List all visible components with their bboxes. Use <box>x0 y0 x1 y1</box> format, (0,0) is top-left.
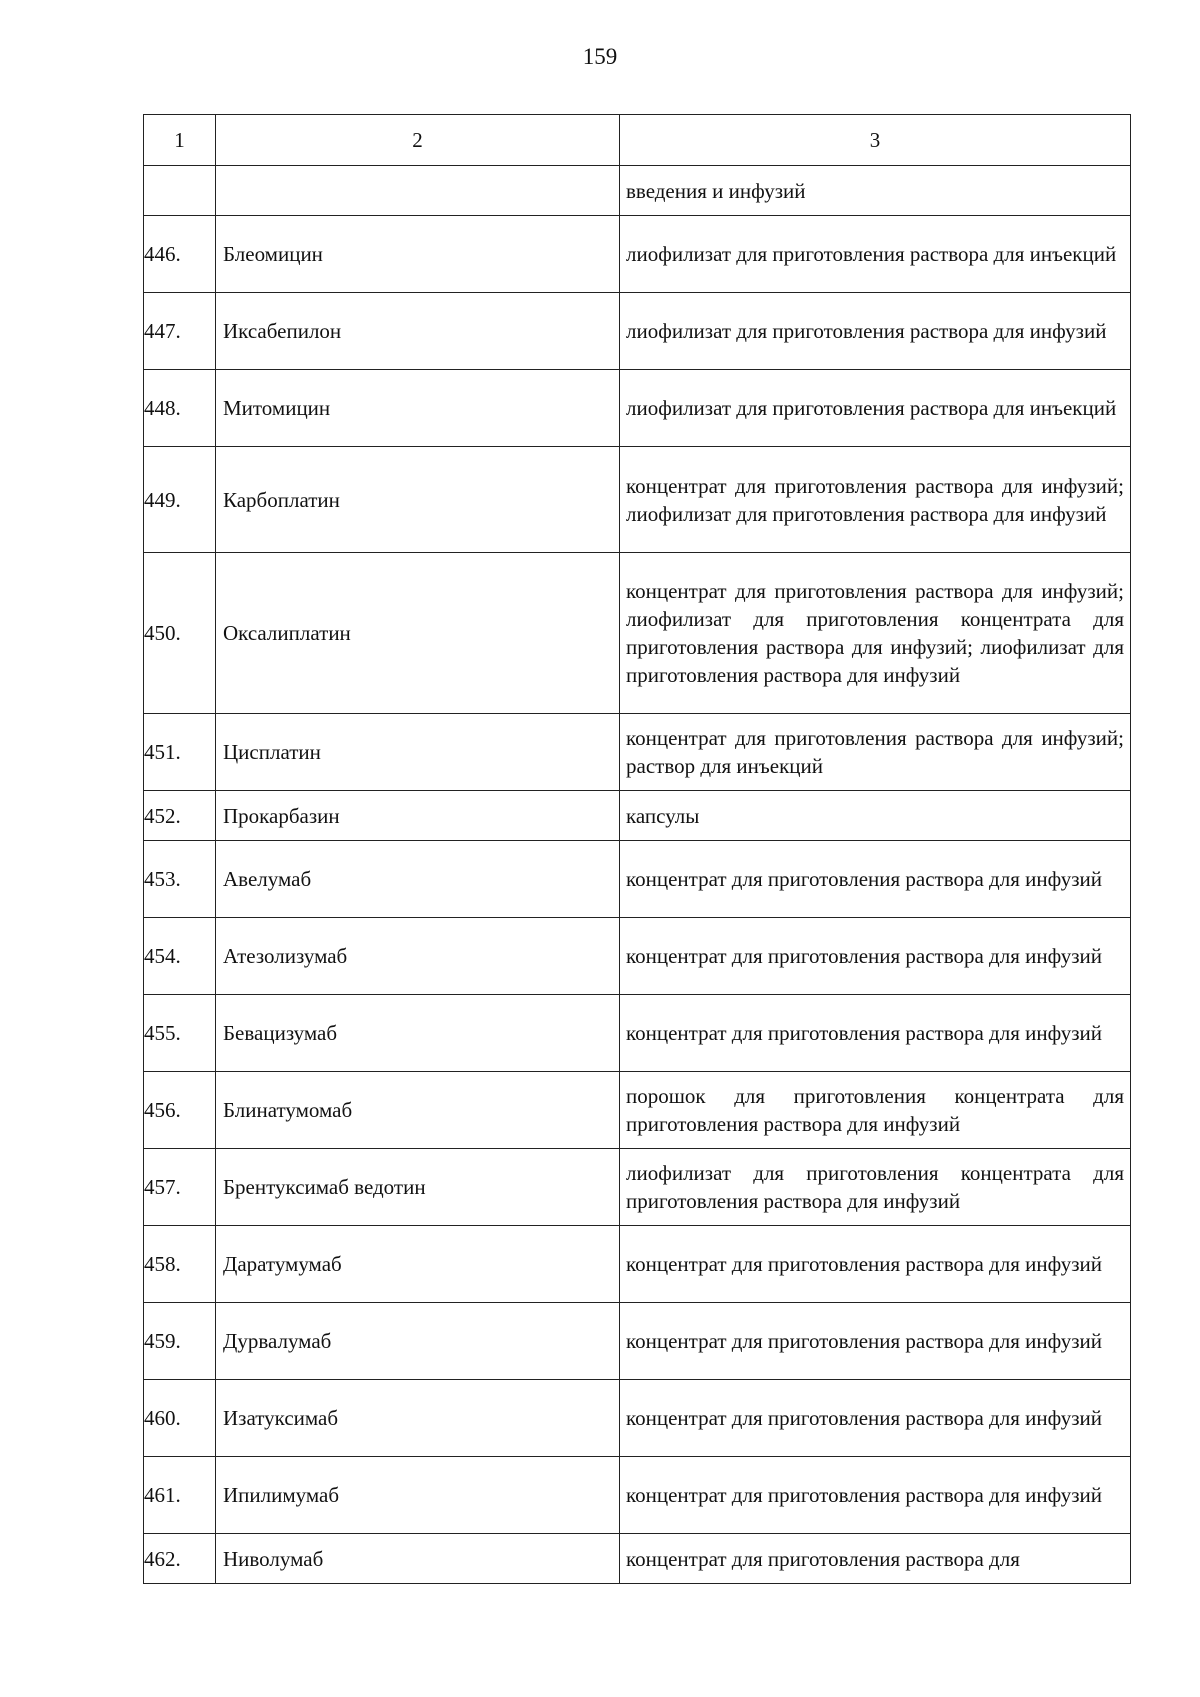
row-number: 449. <box>144 447 216 553</box>
row-number: 451. <box>144 714 216 791</box>
row-number: 462. <box>144 1534 216 1584</box>
table-row <box>144 1380 1131 1457</box>
row-name: Цисплатин <box>216 714 620 791</box>
page-number: 159 <box>582 44 618 69</box>
table-row <box>144 791 1131 841</box>
row-form: концентрат для приготовления раствора для инфузий <box>620 841 1131 918</box>
row-number: 455. <box>144 995 216 1072</box>
row-name: Брентуксимаб ведотин <box>216 1149 620 1226</box>
row-number: 460. <box>144 1380 216 1457</box>
row-name <box>216 166 620 216</box>
medication-table <box>143 114 1131 1584</box>
row-name: Ниволумаб <box>216 1534 620 1584</box>
row-form: концентрат для приготовления раствора для инфузий <box>620 918 1131 995</box>
row-number: 461. <box>144 1457 216 1534</box>
row-form: лиофилизат для приготовления раствора для инъекций <box>620 370 1131 447</box>
row-number: 453. <box>144 841 216 918</box>
row-form: капсулы <box>620 791 1131 841</box>
table-row <box>144 1072 1131 1149</box>
row-number: 459. <box>144 1303 216 1380</box>
table-row <box>144 293 1131 370</box>
table-row <box>144 841 1131 918</box>
table-row <box>144 918 1131 995</box>
row-number <box>144 166 216 216</box>
header-col-2: 2 <box>216 115 620 166</box>
table-row <box>144 1534 1131 1584</box>
header-col-1: 1 <box>144 115 216 166</box>
row-name: Бевацизумаб <box>216 995 620 1072</box>
table-row <box>144 370 1131 447</box>
row-number: 452. <box>144 791 216 841</box>
header-col-3: 3 <box>620 115 1131 166</box>
row-name: Иксабепилон <box>216 293 620 370</box>
row-number: 456. <box>144 1072 216 1149</box>
row-name: Блеомицин <box>216 216 620 293</box>
row-number: 447. <box>144 293 216 370</box>
row-number: 450. <box>144 553 216 714</box>
row-name: Карбоплатин <box>216 447 620 553</box>
row-form: порошок для приготовления концентрата для приготовления раствора для инфузий <box>620 1072 1131 1149</box>
row-form: концентрат для приготовления раствора для инфузий <box>620 1303 1131 1380</box>
table-row <box>144 447 1131 553</box>
row-number: 457. <box>144 1149 216 1226</box>
row-form: концентрат для приготовления раствора для инфузий <box>620 1380 1131 1457</box>
row-form: лиофилизат для приготовления раствора для инфузий <box>620 293 1131 370</box>
row-number: 458. <box>144 1226 216 1303</box>
row-form: концентрат для приготовления раствора для инфузий; раствор для инъекций <box>620 714 1131 791</box>
row-name: Даратумумаб <box>216 1226 620 1303</box>
table-row <box>144 1303 1131 1380</box>
row-name: Авелумаб <box>216 841 620 918</box>
table-row <box>144 553 1131 714</box>
row-form: введения и инфузий <box>620 166 1131 216</box>
table-row <box>144 1226 1131 1303</box>
table-header-row <box>144 115 1131 166</box>
row-name: Прокарбазин <box>216 791 620 841</box>
row-form: концентрат для приготовления раствора для инфузий; лиофилизат для приготовления раствора для инфузий <box>620 447 1131 553</box>
table-row <box>144 995 1131 1072</box>
row-form: лиофилизат для приготовления концентрата для приготовления раствора для инфузий <box>620 1149 1131 1226</box>
table-row <box>144 714 1131 791</box>
row-number: 448. <box>144 370 216 447</box>
row-name: Митомицин <box>216 370 620 447</box>
row-name: Ипилимумаб <box>216 1457 620 1534</box>
row-form: концентрат для приготовления раствора для инфузий; лиофилизат для приготовления концентрата для приготовления раствора для инфузий; лиофилизат для приготовления раствора для инфузий <box>620 553 1131 714</box>
row-number: 454. <box>144 918 216 995</box>
row-form: лиофилизат для приготовления раствора для инъекций <box>620 216 1131 293</box>
row-form: концентрат для приготовления раствора для инфузий <box>620 1226 1131 1303</box>
row-form: концентрат для приготовления раствора для <box>620 1534 1131 1584</box>
continuation-row <box>144 166 1131 216</box>
row-name: Блинатумомаб <box>216 1072 620 1149</box>
table-row <box>144 1457 1131 1534</box>
row-form: концентрат для приготовления раствора для инфузий <box>620 1457 1131 1534</box>
table-row <box>144 216 1131 293</box>
row-number: 446. <box>144 216 216 293</box>
table-row <box>144 1149 1131 1226</box>
row-name: Дурвалумаб <box>216 1303 620 1380</box>
row-name: Изатуксимаб <box>216 1380 620 1457</box>
row-name: Атезолизумаб <box>216 918 620 995</box>
row-name: Оксалиплатин <box>216 553 620 714</box>
row-form: концентрат для приготовления раствора для инфузий <box>620 995 1131 1072</box>
